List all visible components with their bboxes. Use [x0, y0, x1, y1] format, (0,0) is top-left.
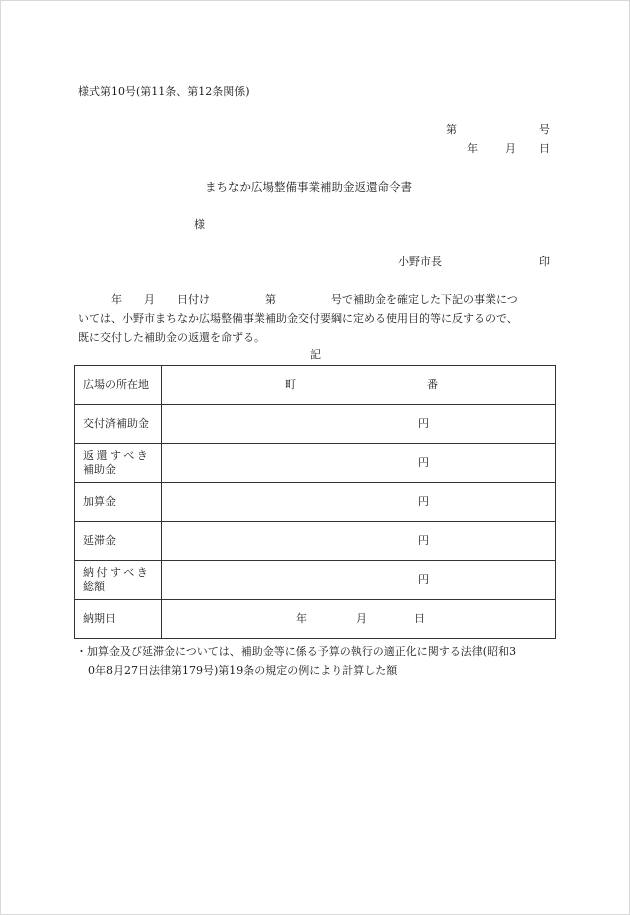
unit-yen: 円 — [418, 534, 429, 547]
total-due-value — [162, 561, 556, 600]
issue-date-day: 日 — [539, 142, 550, 155]
seal-mark: 印 — [539, 255, 550, 268]
due-date-day: 日 — [414, 612, 425, 625]
label-text: 加算金 — [83, 495, 116, 508]
label-text: 交付済補助金 — [83, 417, 149, 430]
label-text: 延滞金 — [83, 534, 116, 547]
issuer-name: 小野市長 — [398, 255, 442, 268]
row-label-location — [75, 366, 162, 405]
due-date-month: 月 — [356, 612, 367, 625]
row-label-granted-subsidy — [75, 405, 162, 444]
table-row — [75, 444, 556, 483]
form-number-label: 様式第10号(第11条、第12条関係) — [78, 85, 250, 98]
row-label-due-date — [75, 600, 162, 639]
unit-town: 町 — [285, 378, 296, 391]
late-fee-value — [162, 522, 556, 561]
table-row — [75, 405, 556, 444]
row-label-surcharge — [75, 483, 162, 522]
unit-yen: 円 — [418, 495, 429, 508]
record-heading: 記 — [310, 348, 321, 361]
table-row — [75, 483, 556, 522]
label-text: 納期日 — [83, 612, 116, 625]
due-date-year: 年 — [296, 612, 307, 625]
row-label-refund-subsidy — [75, 444, 162, 483]
label-text: 返還すべき — [83, 449, 151, 462]
surcharge-value — [162, 483, 556, 522]
order-body-text — [78, 290, 556, 347]
unit-yen: 円 — [418, 573, 429, 586]
details-table — [74, 365, 556, 639]
label-text: 広場の所在地 — [83, 378, 149, 391]
issue-date-year: 年 — [467, 142, 478, 155]
table-row — [75, 561, 556, 600]
issue-date-month: 月 — [505, 142, 516, 155]
table-row — [75, 600, 556, 639]
due-date-value — [162, 600, 556, 639]
body-line: 既に交付した補助金の返還を命ずる。 — [78, 331, 265, 344]
label-text: 補助金 — [83, 463, 116, 476]
unit-yen: 円 — [418, 417, 429, 430]
unit-yen: 円 — [418, 456, 429, 469]
addressee-honorific: 様 — [194, 218, 205, 231]
note-line: 0年8月27日法律第179号)第19条の規定の例により計算した額 — [88, 664, 398, 677]
note-line: ・加算金及び延滞金については、補助金等に係る予算の執行の適正化に関する法律(昭和3 — [76, 645, 517, 658]
body-line: 年 月 日付け 第 号で補助金を確定した下記の事業につ — [78, 293, 518, 306]
table-row — [75, 366, 556, 405]
granted-subsidy-value — [162, 405, 556, 444]
document-number-suffix: 号 — [539, 123, 550, 136]
location-value — [162, 366, 556, 405]
calculation-note — [76, 642, 560, 680]
row-label-total-due — [75, 561, 162, 600]
row-label-late-fee — [75, 522, 162, 561]
table-row — [75, 522, 556, 561]
refund-subsidy-value — [162, 444, 556, 483]
body-line: いては、小野市まちなか広場整備事業補助金交付要綱に定める使用目的等に反するので、 — [78, 312, 518, 325]
unit-lot: 番 — [427, 378, 438, 391]
document-title: まちなか広場整備事業補助金返還命令書 — [205, 180, 412, 194]
document-number-prefix: 第 — [446, 123, 457, 136]
label-text: 総額 — [83, 580, 105, 593]
label-text: 納付すべき — [83, 566, 151, 579]
